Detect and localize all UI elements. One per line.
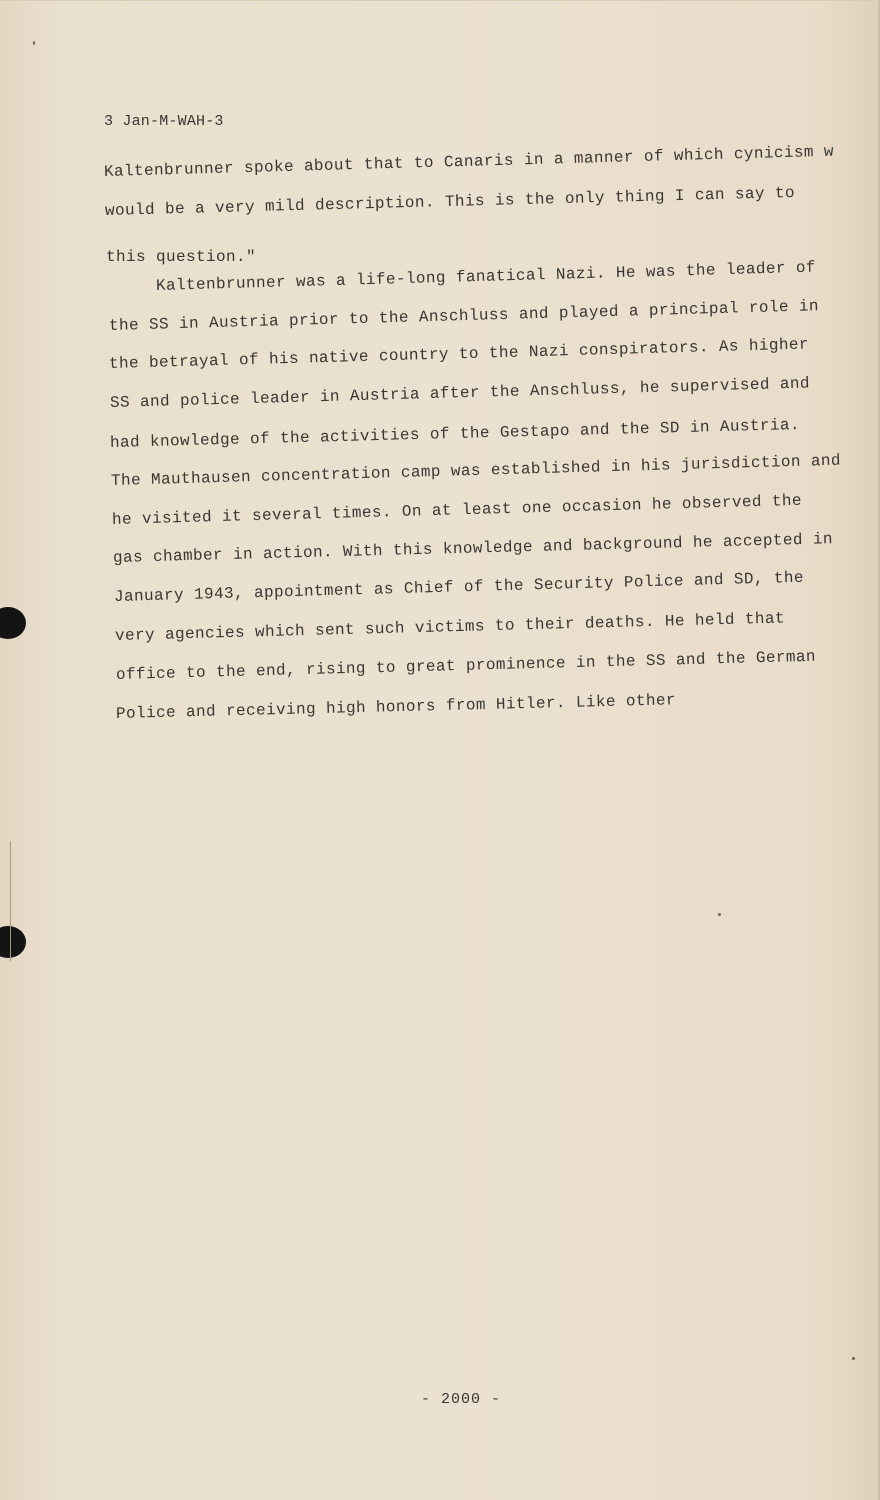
text-line: he visited it several times. On at least one occasion he observed the bbox=[111, 491, 803, 529]
paper-speck bbox=[718, 913, 721, 916]
text-line: January 1943, appointment as Chief of the Security Police and SD, the bbox=[113, 568, 805, 606]
paper-edge-mark bbox=[10, 841, 11, 961]
paper-speck bbox=[33, 41, 35, 45]
paper-speck bbox=[852, 1357, 855, 1360]
text-line: the SS in Austria prior to the Anschluss and played a principal role in bbox=[108, 297, 820, 335]
text-line: office to the end, rising to great prominence in the SS and the German bbox=[115, 647, 817, 684]
punch-hole bbox=[0, 607, 26, 639]
text-line: would be a very mild description. This is the only thing I can say to bbox=[104, 183, 796, 220]
text-line: this question." bbox=[106, 248, 257, 266]
text-line: Police and receiving high honors from Hitler. Like other bbox=[115, 691, 677, 723]
text-line: gas chamber in action. With this knowledge and background he accepted in bbox=[112, 530, 834, 567]
text-line: had knowledge of the activities of the Gestapo and the SD in Austria. bbox=[109, 415, 801, 452]
text-line: very agencies which sent such victims to their deaths. He held that bbox=[114, 609, 786, 645]
text-line: SS and police leader in Austria after the Anschluss, he supervised and bbox=[109, 374, 811, 412]
document-header: 3 Jan-M-WAH-3 bbox=[104, 113, 224, 130]
paragraph-start-line: Kaltenbrunner was a life-long fanatical Nazi. He was the leader of bbox=[155, 258, 817, 295]
text-line: Kaltenbrunner spoke about that to Canaris in a manner of which cynicism w bbox=[103, 142, 835, 181]
text-line: The Mauthausen concentration camp was established in his jurisdiction and bbox=[110, 451, 842, 490]
text-line: the betrayal of his native country to the Nazi conspirators. As higher bbox=[108, 335, 810, 373]
page-number: - 2000 - bbox=[421, 1391, 502, 1408]
punch-hole bbox=[0, 926, 26, 958]
